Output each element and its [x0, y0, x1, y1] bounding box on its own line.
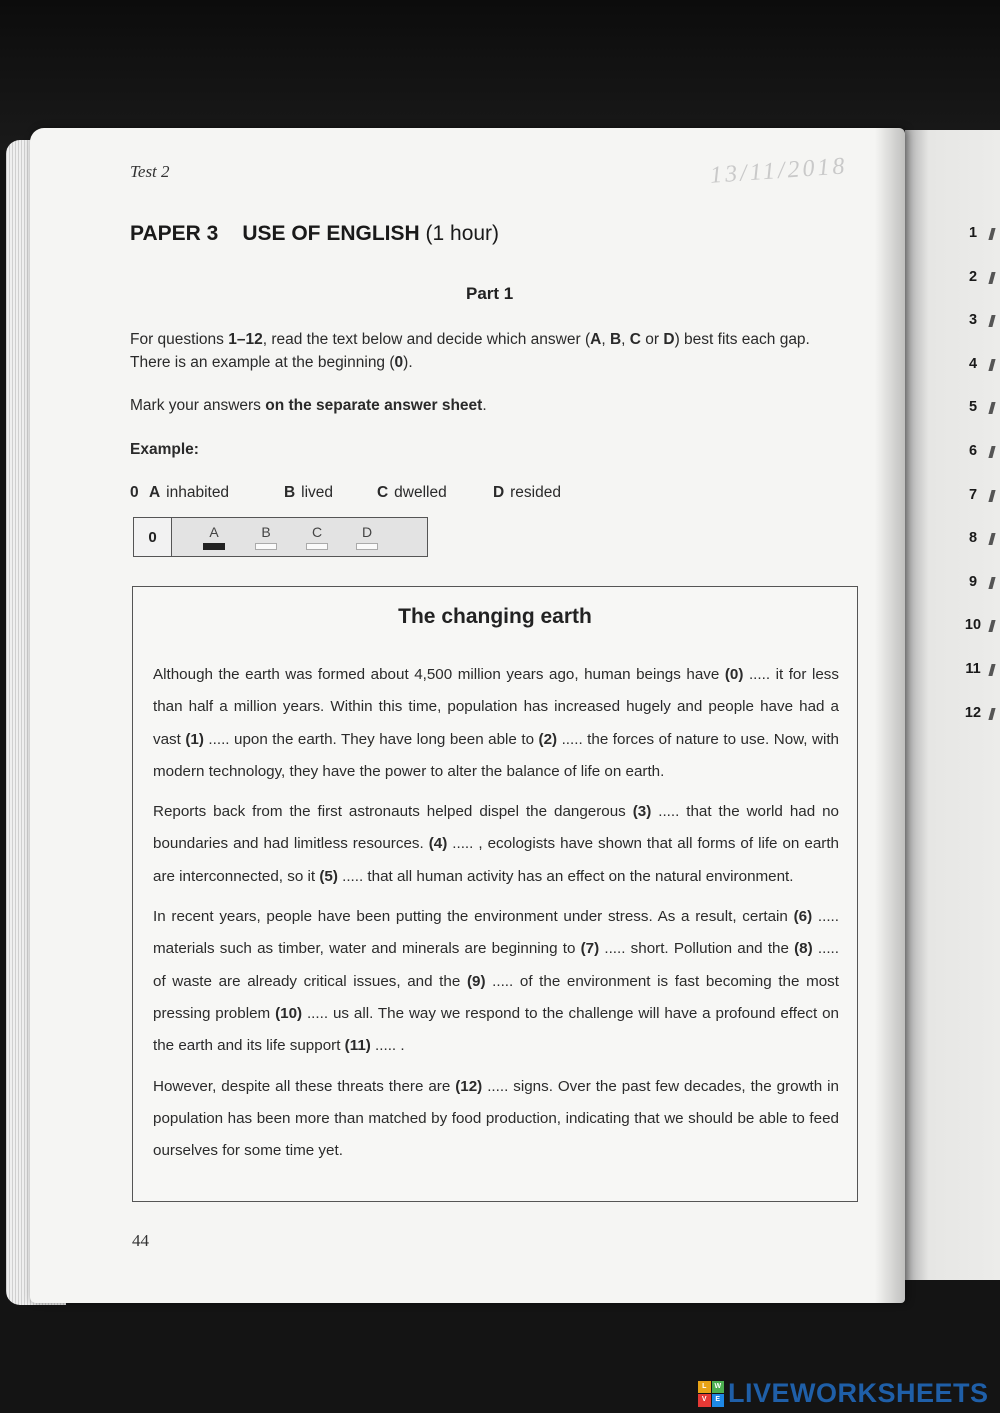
side-question-number: 6	[968, 443, 978, 459]
instr-text: ) best fits each gap.	[674, 331, 810, 348]
side-question-number: 4	[968, 355, 978, 372]
example-option-d	[493, 484, 561, 502]
page-number: 44	[132, 1231, 149, 1250]
gap-number: (9)	[466, 972, 486, 990]
passage-text: ..... us all. The way we respond to the challenge will have a profound effect on the earth and its life support	[153, 1004, 840, 1055]
instr-range: 1–12	[228, 331, 263, 348]
answer-mark-empty	[255, 543, 277, 550]
logo-cell: W	[712, 1381, 725, 1394]
answer-sheet-instruction	[130, 397, 487, 415]
paragraph-1	[153, 659, 839, 788]
answer-box-number: 0	[134, 518, 172, 556]
answer-letter: D	[361, 524, 373, 540]
gap-number: (12)	[455, 1077, 483, 1095]
test-label: Test 2	[130, 162, 170, 181]
passage-text: ..... the forces of nature to use. Now, with modern technology, they have the power to alter the balance of life on earth.	[153, 730, 840, 780]
book-page	[30, 128, 905, 1303]
example-option-b	[284, 484, 377, 502]
part-title: Part 1	[466, 284, 514, 303]
answer-cell-a	[202, 524, 226, 550]
paper-number: PAPER 3	[130, 222, 219, 245]
side-question-number: 7	[968, 486, 978, 503]
passage-text: ..... that all human activity has an effect on the natural environment.	[337, 867, 794, 885]
answer-letter: B	[261, 524, 271, 540]
passage-text: However, despite all these threats there are	[153, 1077, 456, 1095]
gap-number: (10)	[275, 1004, 303, 1022]
example-answer-box	[133, 517, 428, 557]
instr-letter-a: A	[590, 331, 602, 348]
option-letter: D	[492, 484, 505, 501]
passage-text: ..... it for less than half a million years. Within this time, population has increased hugely and people have had a vast	[153, 666, 839, 748]
instr-letter-d: D	[663, 331, 675, 348]
gap-number: (6)	[793, 908, 813, 926]
option-word: resided	[510, 484, 561, 501]
paragraph-3	[153, 901, 839, 1062]
option-word: inhabited	[166, 484, 230, 501]
side-question-number: 10	[964, 617, 982, 634]
example-label: Example:	[130, 441, 199, 458]
mark-emphasis: on the separate answer sheet	[265, 397, 483, 414]
answer-letter: A	[209, 524, 219, 540]
side-question-number: 5	[968, 399, 978, 416]
instr-text: , read the text below and decide which answer (	[262, 331, 591, 348]
side-question-number: 1	[968, 225, 978, 241]
passage-text: ..... materials such as timber, water and minerals are beginning to	[153, 908, 839, 958]
option-letter: B	[283, 484, 296, 501]
mark-text: .	[482, 397, 487, 414]
page-gutter-shadow	[875, 128, 905, 1303]
gap-number: (0)	[724, 666, 744, 683]
watermark	[698, 1378, 989, 1409]
passage-text: ..... , ecologists have shown that all forms of life on earth are interconnected, so it	[153, 835, 839, 885]
gap-number: (2)	[538, 730, 558, 748]
passage-text: ..... upon the earth. They have long been able to	[203, 730, 539, 748]
passage-text: In recent years, people have been putting the environment under stress. As a result, certain	[153, 908, 794, 926]
side-question-number: 8	[968, 530, 978, 547]
example-option-c	[377, 484, 493, 502]
watermark-text: LIVEWORKSHEETS	[728, 1378, 989, 1408]
mark-text: Mark your answers	[130, 397, 266, 414]
instr-letter-c: C	[629, 331, 641, 348]
option-word: dwelled	[394, 484, 447, 501]
answer-cell-b	[254, 524, 278, 550]
side-question-number: 11	[965, 661, 981, 677]
handwritten-date: 13/11/2018	[709, 153, 849, 189]
text-title: The changing earth	[398, 605, 592, 628]
answer-mark-empty	[356, 543, 378, 550]
instr-sep: ,	[601, 331, 610, 348]
logo-cell: E	[712, 1394, 725, 1407]
paper-subject: USE OF ENGLISH	[242, 222, 420, 245]
answer-box-cells	[172, 518, 427, 556]
side-question-number: 2	[968, 268, 978, 285]
gap-number: (7)	[580, 940, 600, 958]
example-option-a	[149, 484, 284, 502]
answer-letter: C	[311, 524, 323, 540]
instr-letter-b: B	[609, 331, 622, 348]
gap-number: (1)	[185, 730, 204, 748]
answer-cell-d	[355, 524, 379, 550]
option-letter: C	[376, 484, 389, 501]
paper-title	[130, 222, 499, 246]
side-question-number: 9	[968, 573, 978, 590]
paragraph-2	[153, 796, 839, 893]
answer-mark-empty	[306, 543, 328, 550]
gap-number: (5)	[319, 867, 338, 885]
liveworksheets-logo-icon	[698, 1381, 724, 1407]
reading-text-box	[132, 586, 858, 1202]
paragraph-4	[153, 1071, 839, 1168]
instr-text: For questions	[130, 331, 229, 348]
instr-text: ).	[403, 354, 413, 371]
example-number: 0	[130, 484, 139, 501]
logo-cell: V	[698, 1394, 711, 1407]
instr-example-num: 0	[394, 354, 404, 371]
option-word: lived	[301, 484, 334, 501]
passage-text: ..... .	[370, 1037, 405, 1055]
instr-text: There is an example at the beginning (	[130, 354, 395, 371]
gap-number: (8)	[794, 940, 813, 958]
passage-text: ..... of waste are already critical issues, and the	[153, 940, 839, 990]
side-question-number: 3	[968, 312, 978, 329]
instructions	[130, 328, 810, 374]
passage-text: Reports back from the first astronauts helped dispel the dangerous	[153, 803, 633, 821]
answer-mark-filled	[203, 543, 225, 550]
instr-sep: ,	[621, 331, 630, 348]
passage-text: ..... signs. Over the past few decades, the growth in population has been more than matched by food production, indicating that we should be able to feed ourselves for some time yet.	[153, 1077, 839, 1160]
side-question-number: 12	[964, 704, 982, 721]
passage-text: ..... that the world had no boundaries and had limitless resources.	[153, 803, 839, 853]
option-letter: A	[148, 484, 161, 501]
gap-number: (4)	[428, 835, 448, 853]
logo-cell: L	[698, 1381, 711, 1394]
passage-text: ..... short. Pollution and the	[599, 940, 795, 958]
reading-passage	[153, 659, 839, 1175]
example-options	[130, 484, 561, 502]
answer-cell-c	[305, 524, 329, 550]
paper-duration: (1 hour)	[425, 222, 500, 245]
passage-text: ..... of the environment is fast becoming the most pressing problem	[153, 972, 839, 1022]
instr-or: or	[640, 331, 664, 348]
passage-text: Although the earth was formed about 4,500 million years ago, human beings have	[153, 666, 725, 683]
gap-number: (3)	[632, 803, 652, 821]
gap-number: (11)	[344, 1037, 371, 1055]
